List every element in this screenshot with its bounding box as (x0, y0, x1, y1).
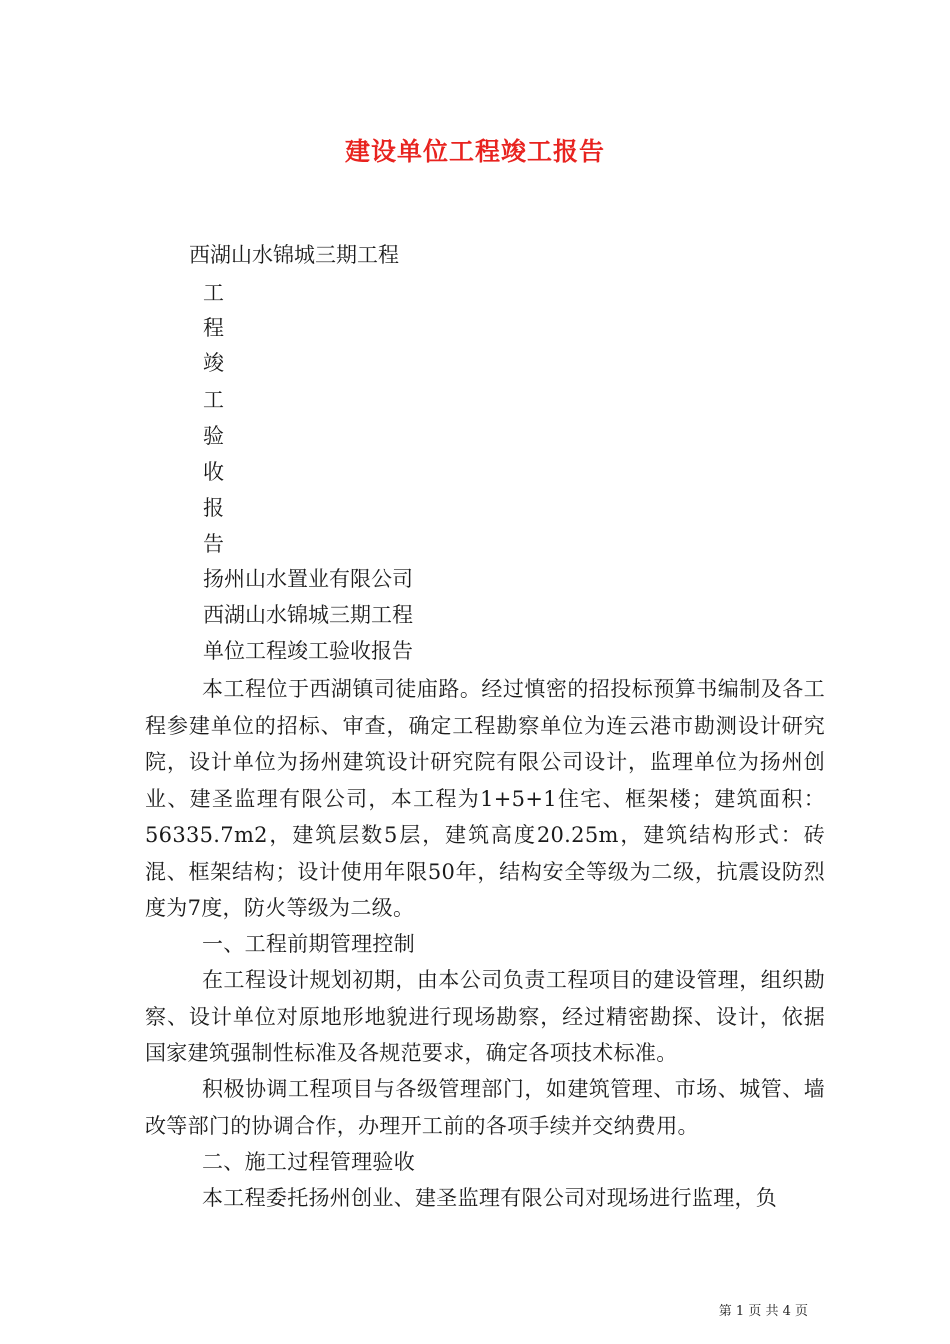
page-number: 第 1 页 共 4 页 (718, 1304, 808, 1319)
document-title: 建设单位工程竣工报告 (344, 137, 605, 166)
vertical-char: 告 (203, 532, 224, 556)
vertical-char: 工 (203, 281, 224, 305)
paragraph: 在工程设计规划初期，由本公司负责工程项目的建设管理，组织勘察、设计单位对原地形地貌进行现场勘察，经过精密勘探、设计，依据国家建筑强制性标准及各规范要求，确定各项技术标准。 (145, 968, 825, 1065)
vertical-char: 程 (203, 316, 224, 340)
vertical-char: 报 (203, 496, 224, 520)
section-heading: 二、施工过程管理验收 (202, 1150, 415, 1174)
paragraph: 本工程委托扬州创业、建圣监理有限公司对现场进行监理，负 (202, 1186, 778, 1210)
paragraph: 积极协调工程项目与各级管理部门，如建筑管理、市场、城管、墙改等部门的协调合作，办理开工前的各项手续并交纳费用。 (145, 1077, 825, 1138)
paragraph: 本工程位于西湖镇司徒庙路。经过慎密的招投标预算书编制及各工程参建单位的招标、审查，确定工程勘察单位为连云港市勘测设计研究院，设计单位为扬州建筑设计研究院有限公司设计，监理单位为扬州创业、建圣监理有限公司，本工程为1+5+1住宅、框架楼；建筑面积：56335.7m2，建筑层数5层，建筑高度20.25m，建筑结构形式：砖混、框架结构；设计使用年限50年，结构安全等级为二级，抗震设防烈度为7度，防火等级为二级。 (145, 677, 825, 920)
vertical-char: 验 (203, 424, 224, 448)
section-heading: 一、工程前期管理控制 (202, 932, 415, 956)
project-name: 西湖山水锦城三期工程 (189, 243, 399, 267)
vertical-char: 竣 (203, 351, 224, 375)
project-name-2: 西湖山水锦城三期工程 (203, 603, 413, 627)
company-name: 扬州山水置业有限公司 (203, 567, 413, 591)
report-title: 单位工程竣工验收报告 (203, 639, 413, 663)
vertical-char: 收 (203, 460, 224, 484)
vertical-char: 工 (203, 388, 224, 412)
